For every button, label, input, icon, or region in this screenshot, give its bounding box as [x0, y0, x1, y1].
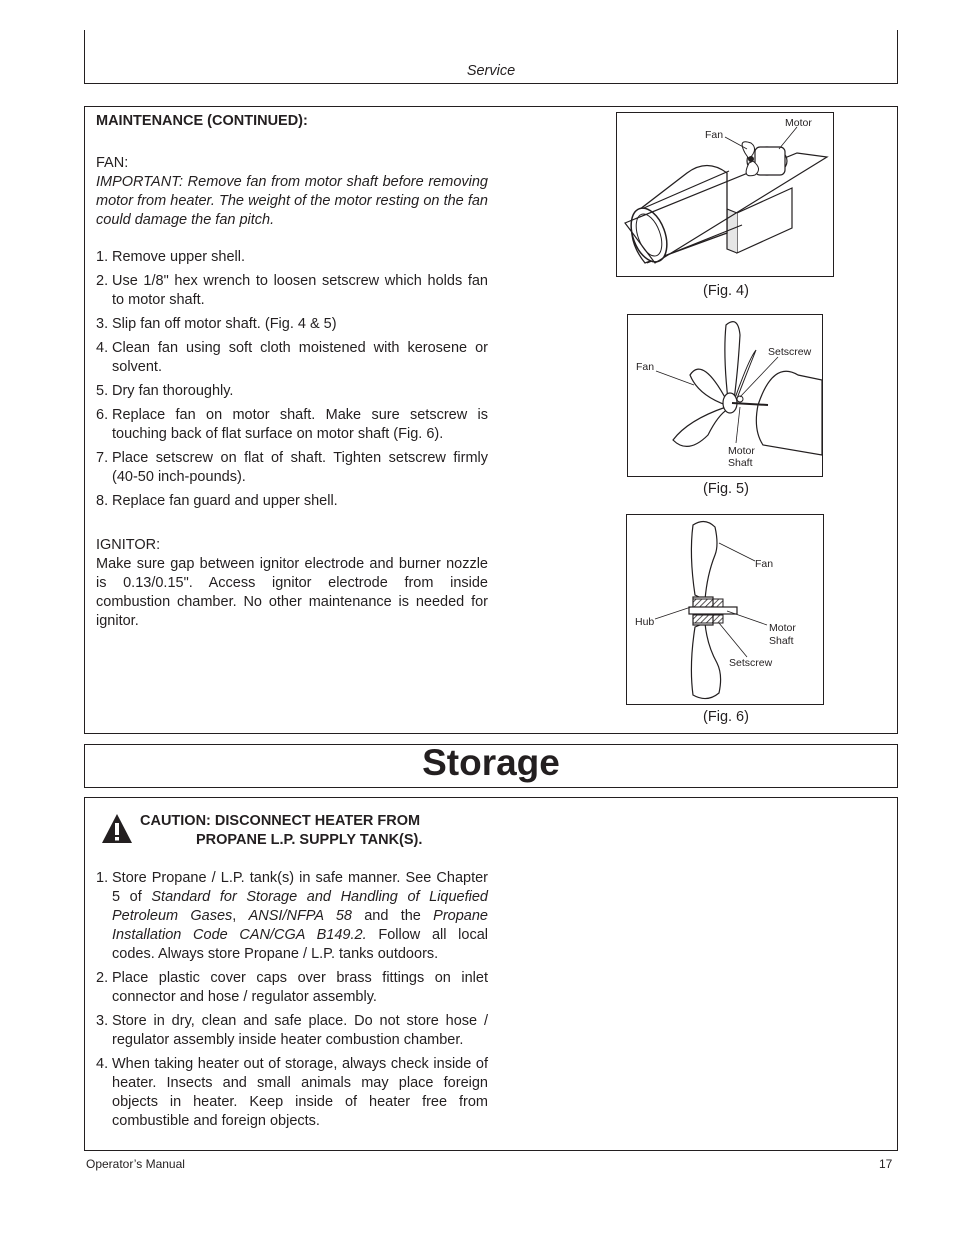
fig6-label-setscrew: Setscrew	[729, 657, 773, 669]
caution-line-1: CAUTION: DISCONNECT HEATER FROM	[140, 813, 421, 829]
fig5-label-shaft: Shaft	[728, 457, 753, 469]
storage-title: Storage	[422, 742, 560, 783]
maintenance-heading: MAINTENANCE (CONTINUED):	[96, 113, 308, 129]
storage-step-2: 2. Place plastic cover caps over brass fittings on inlet connector and hose / regulator assembly.	[96, 970, 488, 1005]
fig5-fan-illustration	[628, 315, 822, 476]
fig6-cross-section-illustration	[627, 515, 823, 704]
fig4-heater-illustration	[617, 113, 833, 276]
fan-step-1: 1. Remove upper shell.	[96, 249, 245, 265]
figure-5	[627, 314, 823, 477]
fig4-label-motor: Motor	[785, 117, 812, 129]
fan-step-8: 8. Replace fan guard and upper shell.	[96, 493, 338, 509]
fan-label: FAN:	[96, 155, 129, 171]
ignitor-section	[96, 536, 488, 631]
fan-section	[96, 154, 488, 230]
footer-manual-title: Operator’s Manual	[86, 1157, 185, 1171]
fig5-label-setscrew: Setscrew	[768, 346, 812, 358]
fig6-label-fan: Fan	[755, 558, 774, 570]
fig5-label-motor: Motor	[728, 445, 755, 457]
fig6-label-hub: Hub	[635, 616, 655, 628]
fig5-caption: (Fig. 5)	[703, 481, 749, 497]
storage-step-4: 4. When taking heater out of storage, always check inside of heater. Insects and small animals may place foreign objects in heater. Keep inside of heater free from combustible and foreign objects.	[96, 1056, 488, 1129]
fan-step-7: 7. Place setscrew on flat of shaft. Tighten setscrew firmly (40-50 inch-pounds).	[96, 450, 488, 485]
warning-icon	[100, 812, 134, 846]
fan-step-5: 5. Dry fan thoroughly.	[96, 383, 234, 399]
fan-step-3: 3. Slip fan off motor shaft. (Fig. 4 & 5)	[96, 316, 337, 332]
ignitor-text: Make sure gap between ignitor electrode and burner nozzle is 0.13/0.15". Access ignitor electrode from inside combustion chamber. No other maintenance is needed for ignitor.	[96, 556, 488, 629]
fan-steps	[96, 248, 488, 516]
fan-step-2: 2. Use 1/8" hex wrench to loosen setscrew which holds fan to motor shaft.	[96, 273, 488, 308]
fig6-label-shaft: Shaft	[769, 635, 794, 647]
caution-line-2: PROPANE L.P. SUPPLY TANK(S).	[196, 832, 423, 848]
fig4-caption: (Fig. 4)	[703, 283, 749, 299]
fig6-label-motor: Motor	[769, 622, 796, 634]
figure-4	[616, 112, 834, 277]
fig5-label-fan: Fan	[636, 361, 655, 373]
fig6-caption: (Fig. 6)	[703, 709, 749, 725]
storage-step-3: 3. Store in dry, clean and safe place. Do not store hose / regulator assembly inside heater combustion chamber.	[96, 1013, 488, 1048]
fan-important-note: IMPORTANT: Remove fan from motor shaft before removing motor from heater. The weight of the motor resting on the fan could damage the fan pitch.	[96, 174, 488, 228]
figure-6	[626, 514, 824, 705]
fan-step-4: 4. Clean fan using soft cloth moistened with kerosene or solvent.	[96, 340, 488, 375]
storage-step-1: 1. Store Propane / L.P. tank(s) in safe manner. See Chapter 5 of Standard for Storage and Handling of Liquefied Petroleum Gases, ANSI/NFPA 58 and the Propane Installation Code CAN/CGA B149.2. Follow all local codes. Always store Propane / L.P. tanks outdoors.	[96, 870, 488, 962]
section-title: Service	[466, 63, 516, 79]
footer-page-number: 17	[879, 1157, 893, 1171]
ignitor-label: IGNITOR:	[96, 537, 161, 553]
fig4-label-fan: Fan	[705, 129, 724, 141]
storage-title-box	[84, 744, 898, 788]
fan-step-6: 6. Replace fan on motor shaft. Make sure setscrew is touching back of flat surface on motor shaft (Fig. 6).	[96, 407, 488, 442]
page-header	[84, 30, 898, 84]
storage-steps	[96, 869, 488, 1136]
